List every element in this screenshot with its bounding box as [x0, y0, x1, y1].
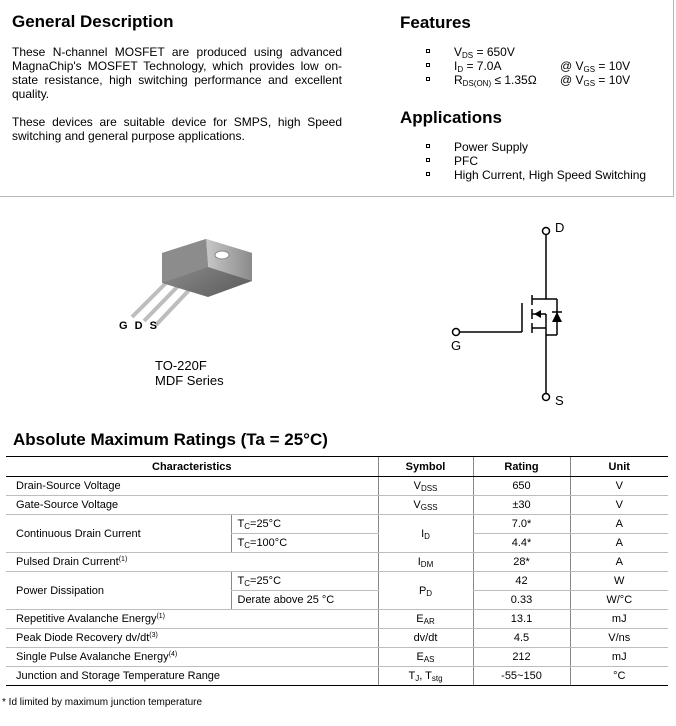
- bullet-icon: [426, 63, 430, 67]
- bullet-icon: [426, 144, 430, 148]
- table-row: Pulsed Drain Current$^{(1)}$ $I_{DM}$ 28* A: [6, 553, 668, 572]
- bullet-icon: [426, 49, 430, 53]
- table-row: Single Pulse Avalanche Energy$^{(4)}$ $E_{AS}$ 212 mJ: [6, 648, 668, 667]
- header-characteristics: Characteristics: [6, 457, 378, 477]
- source-label: S: [555, 393, 564, 408]
- feature-item: $I_D = 7.0A$ @ $V_{GS} = 10V$: [426, 59, 666, 73]
- header-symbol: Symbol: [378, 457, 473, 477]
- ratings-title: Absolute Maximum Ratings (Ta = 25°C): [13, 430, 328, 449]
- features-list: [426, 45, 666, 87]
- feature-item: $R_{DS(ON)} \le 1.35\Omega$ @ $V_{GS} = 10V$: [426, 73, 666, 87]
- gate-label: G: [451, 338, 462, 353]
- bullet-icon: [426, 172, 430, 176]
- general-description-para2: These devices are suitable device for SMPS, high Speed switching and general purpose applications.: [12, 115, 342, 143]
- application-item: PFC: [426, 154, 666, 168]
- table-row: Junction and Storage Temperature Range $T_J$, $T_{stg}$ -55~150 °C: [6, 667, 668, 686]
- bullet-icon: [426, 77, 430, 81]
- bullet-icon: [426, 158, 430, 162]
- application-item: Power Supply: [426, 140, 666, 154]
- to220f-package-image: [110, 225, 270, 335]
- header-unit: Unit: [570, 457, 668, 477]
- package-name: TO-220F: [155, 358, 207, 373]
- table-row: Continuous Drain Current $T_C=25^\circ C$ $I_D$ 7.0* A: [6, 515, 668, 534]
- mosfet-schematic-symbol: [440, 215, 590, 415]
- table-row: Derate above 25 °C 0.33 W/°C: [6, 591, 668, 610]
- table-row: Power Dissipation $T_C=25^\circ C$ $P_D$ 42 W: [6, 572, 668, 591]
- pin-labels: G D S: [119, 320, 159, 332]
- general-description-title: General Description: [12, 12, 174, 31]
- table-row: Peak Diode Recovery $dv/dt^{(3)}$ dv/dt 4.5 V/ns: [6, 629, 668, 648]
- table-row: Repetitive Avalanche Energy$^{(1)}$ $E_{AR}$ 13.1 mJ: [6, 610, 668, 629]
- footnote: * Id limited by maximum junction temperature: [2, 697, 203, 708]
- application-item: High Current, High Speed Switching: [426, 168, 666, 182]
- table-row: Gate-Source Voltage $V_{GSS}$ ±30 V: [6, 496, 668, 515]
- applications-list: [426, 140, 666, 182]
- package-series: MDF Series: [155, 373, 224, 388]
- header-rating: Rating: [473, 457, 570, 477]
- general-description-para1: These N-channel MOSFET are produced using advanced MagnaChip's MOSFET Technology, which provides low on-state resistance, high switching performance and excellent quality.: [12, 45, 342, 101]
- table-row: $T_C=100^\circ C$ 4.4* A: [6, 534, 668, 553]
- feature-item: $V_{DS} = 650V$: [426, 45, 666, 59]
- ratings-table: [6, 456, 668, 686]
- table-header-row: [6, 457, 668, 477]
- drain-label: D: [555, 220, 565, 235]
- table-row: Drain-Source Voltage $V_{DSS}$ 650 V: [6, 477, 668, 496]
- applications-title: Applications: [400, 108, 503, 127]
- features-title: Features: [400, 13, 471, 32]
